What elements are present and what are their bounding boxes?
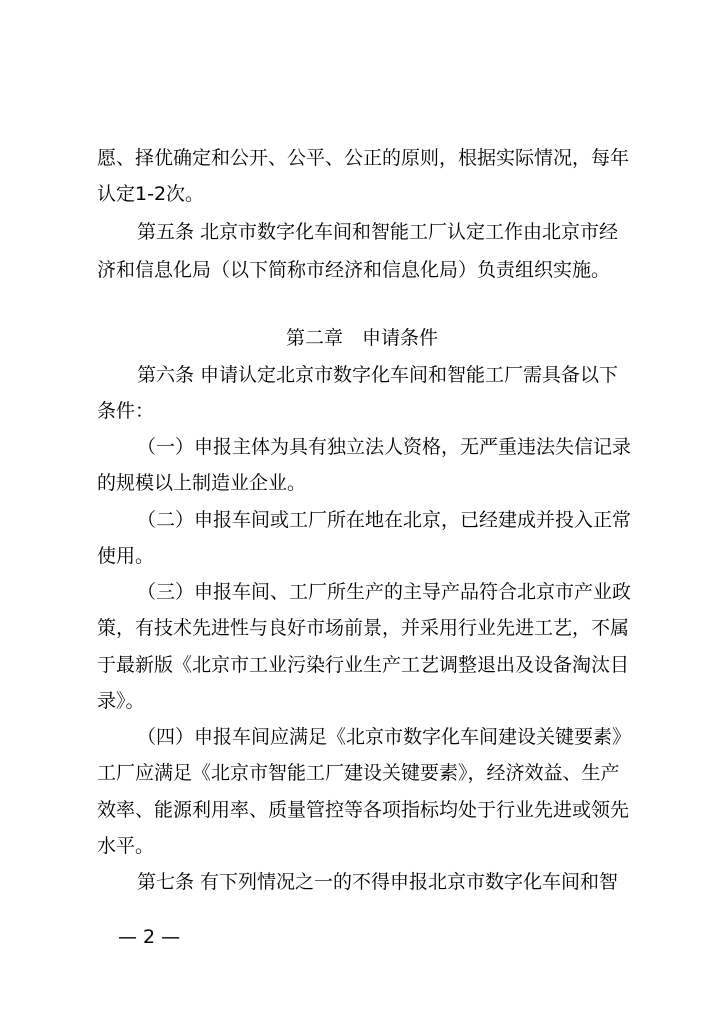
clause-1-line: （一）申报主体为具有独立法人资格，无严重违法失信记录 [137,436,632,458]
paragraph-line: 条件： [97,400,155,422]
page-number: — 2 — [118,926,181,948]
paragraph-line: 于最新版《北京市工业污染行业生产工艺调整退出及设备淘汰目 [97,654,630,676]
article-5-line: 第五条 北京市数字化车间和智能工厂认定工作由北京市经 [137,221,619,243]
paragraph-line: 工厂应满足《北京市智能工厂建设关键要素》，经济效益、生产 [97,762,620,784]
paragraph-line: 水平。 [97,835,155,857]
clause-2-line: （二）申报车间或工厂所在地在北京，已经建成并投入正常 [137,509,632,531]
article-6-line: 第六条 申请认定北京市数字化车间和智能工厂需具备以下 [137,364,619,386]
paragraph-line: 认定1-2次。 [97,183,205,205]
paragraph-line: 的规模以上制造业企业。 [97,472,307,494]
article-7-line: 第七条 有下列情况之一的不得申报北京市数字化车间和智 [137,871,619,893]
paragraph-line: 使用。 [97,545,155,567]
clause-4-line: （四）申报车间应满足《北京市数字化车间建设关键要素》 [137,726,632,748]
paragraph-line: 济和信息化局（以下简称市经济和信息化局）负责组织实施。 [97,259,611,281]
clause-3-line: （三）申报车间、工厂所生产的主导产品符合北京市产业政 [137,581,632,603]
paragraph-line: 策，有技术先进性与良好市场前景，并采用行业先进工艺，不属 [97,617,630,639]
paragraph-line: 愿、择优确定和公开、公平、公正的原则，根据实际情况，每年 [97,147,630,169]
chapter-heading: 第二章 申请条件 [285,327,438,349]
paragraph-line: 录》。 [97,690,145,712]
paragraph-line: 效率、能源利用率、质量管控等各项指标均处于行业先进或领先 [97,799,630,821]
